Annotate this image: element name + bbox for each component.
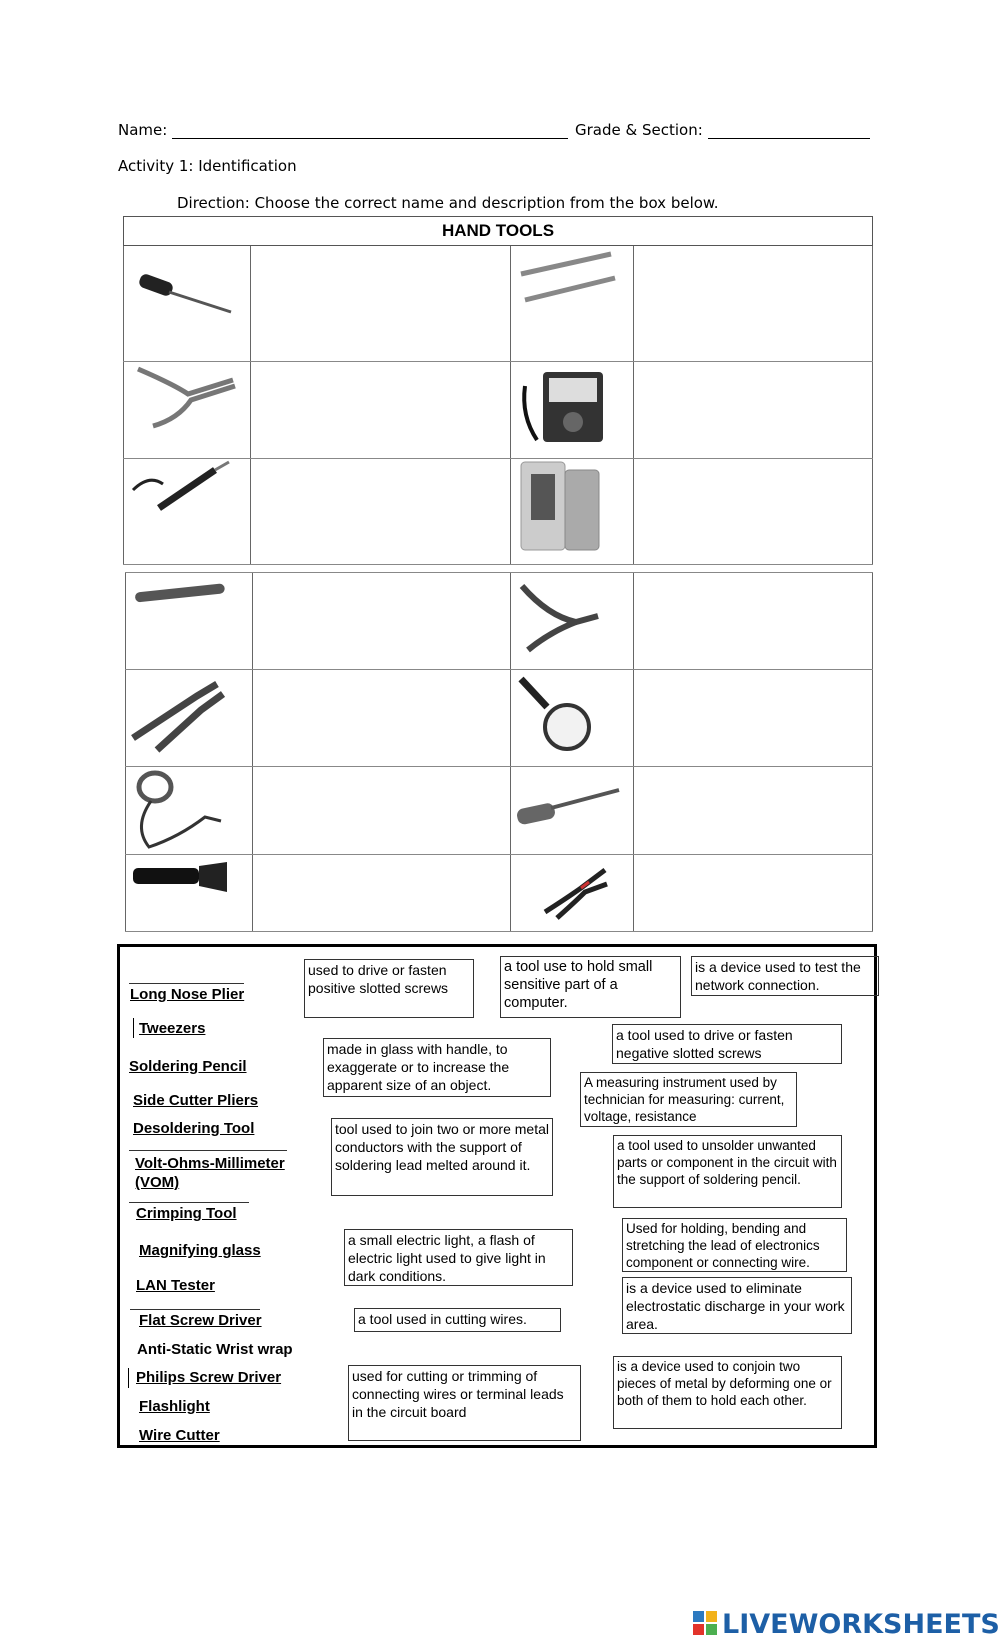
desc-hold-small-parts[interactable]: a tool use to hold small sensitive part of a computer. bbox=[500, 956, 681, 1018]
answer-cell-1[interactable] bbox=[251, 247, 510, 361]
wire-cutter-icon bbox=[541, 862, 611, 922]
name-side-cutter-pliers[interactable]: Side Cutter Pliers bbox=[133, 1092, 259, 1109]
name-soldering-pencil[interactable]: Soldering Pencil bbox=[129, 1058, 247, 1075]
answer-cell-2[interactable] bbox=[634, 247, 872, 361]
answer-cell-10[interactable] bbox=[634, 670, 872, 766]
desc-trimming-leads[interactable]: used for cutting or trimming of connecting wires or terminal leads in the circuit board bbox=[348, 1365, 581, 1441]
name-wire-cutter[interactable]: Wire Cutter bbox=[139, 1427, 220, 1444]
magnifying-glass-icon bbox=[515, 671, 605, 761]
name-vom[interactable]: Volt-Ohms-Millimeter (VOM) bbox=[135, 1155, 285, 1191]
answer-cell-13[interactable] bbox=[253, 855, 510, 931]
word-bank bbox=[117, 944, 877, 1448]
grade-label: Grade & Section: bbox=[575, 121, 703, 139]
desc-electrostatic[interactable]: is a device used to eliminate electrostatic discharge in your work area. bbox=[622, 1277, 852, 1334]
screwdriver-icon bbox=[139, 268, 239, 318]
name-flat-screw-driver[interactable]: Flat Screw Driver bbox=[139, 1312, 262, 1329]
answer-cell-6[interactable] bbox=[634, 459, 872, 564]
answer-cell-9[interactable] bbox=[253, 670, 510, 766]
name-tweezers[interactable]: Tweezers bbox=[139, 1020, 206, 1037]
name-long-nose-plier[interactable]: Long Nose Plier bbox=[130, 986, 245, 1003]
anti-static-wrist-strap-icon bbox=[129, 767, 229, 853]
long-nose-pliers-icon bbox=[133, 364, 243, 436]
name-row bbox=[118, 121, 568, 139]
answer-cell-14[interactable] bbox=[634, 855, 872, 931]
name-blank[interactable] bbox=[172, 124, 568, 139]
desc-network-test[interactable]: is a device used to test the network connection. bbox=[691, 956, 879, 996]
grade-blank[interactable] bbox=[708, 124, 870, 139]
table-title: HAND TOOLS bbox=[123, 216, 873, 246]
hand-tools-table bbox=[123, 216, 873, 932]
side-cutter-icon bbox=[518, 576, 608, 656]
name-lan-tester[interactable]: LAN Tester bbox=[136, 1277, 215, 1294]
desc-positive-screws[interactable]: used to drive or fasten positive slotted screws bbox=[304, 959, 474, 1018]
lan-tester-icon bbox=[515, 460, 615, 560]
answer-cell-7[interactable] bbox=[253, 573, 510, 669]
desc-measuring-instrument[interactable]: A measuring instrument used by technician for measuring: current, voltage, resistance bbox=[580, 1072, 797, 1127]
desc-unsolder[interactable]: a tool used to unsolder unwanted parts or component in the circuit with the support of soldering pencil. bbox=[613, 1135, 842, 1208]
desc-conjoin-metal[interactable]: is a device used to conjoin two pieces of metal by deforming one or both of them to hold each other. bbox=[613, 1356, 842, 1429]
name-flashlight[interactable]: Flashlight bbox=[139, 1398, 210, 1415]
flat-screwdriver-icon bbox=[515, 778, 625, 838]
answer-cell-3[interactable] bbox=[251, 362, 510, 458]
answer-cell-5[interactable] bbox=[251, 459, 510, 564]
grade-row bbox=[575, 121, 870, 139]
crimping-tool-icon bbox=[127, 674, 237, 754]
activity-title: Activity 1: Identification bbox=[118, 157, 297, 175]
flashlight-icon bbox=[131, 860, 231, 900]
answer-cell-12[interactable] bbox=[634, 767, 872, 854]
desc-join-conductors[interactable]: tool used to join two or more metal conductors with the support of soldering lead melted around it. bbox=[331, 1118, 553, 1196]
desoldering-pump-icon bbox=[129, 574, 239, 614]
multimeter-icon bbox=[515, 366, 615, 446]
liveworksheets-logo bbox=[693, 1608, 1000, 1640]
answer-cell-8[interactable] bbox=[634, 573, 872, 669]
name-crimping-tool[interactable]: Crimping Tool bbox=[136, 1205, 237, 1222]
name-desoldering-tool[interactable]: Desoldering Tool bbox=[133, 1120, 255, 1137]
name-magnifying-glass[interactable]: Magnifying glass bbox=[139, 1242, 261, 1259]
logo-blocks-icon bbox=[693, 1611, 719, 1637]
answer-cell-4[interactable] bbox=[634, 362, 872, 458]
desc-cutting-wires[interactable]: a tool used in cutting wires. bbox=[354, 1308, 561, 1332]
logo-text: LIVEWORKSHEETS bbox=[722, 1608, 1000, 1640]
desc-magnify[interactable]: made in glass with handle, to exaggerate or to increase the apparent size of an object. bbox=[323, 1038, 551, 1097]
name-anti-static-wrist-wrap[interactable]: Anti-Static Wrist wrap bbox=[137, 1341, 293, 1358]
name-philips-screw-driver[interactable]: Philips Screw Driver bbox=[136, 1369, 282, 1386]
tweezers-icon bbox=[515, 248, 625, 308]
answer-cell-11[interactable] bbox=[253, 767, 510, 854]
desc-electric-light[interactable]: a small electric light, a flash of electric light used to give light in dark conditions. bbox=[344, 1229, 573, 1286]
direction-text: Direction: Choose the correct name and description from the box below. bbox=[177, 194, 719, 212]
desc-holding-bending[interactable]: Used for holding, bending and stretching the lead of electronics component or connecting wire. bbox=[622, 1218, 847, 1272]
desc-negative-screws[interactable]: a tool used to drive or fasten negative slotted screws bbox=[612, 1024, 842, 1064]
name-label: Name: bbox=[118, 121, 168, 139]
soldering-iron-icon bbox=[129, 460, 239, 520]
